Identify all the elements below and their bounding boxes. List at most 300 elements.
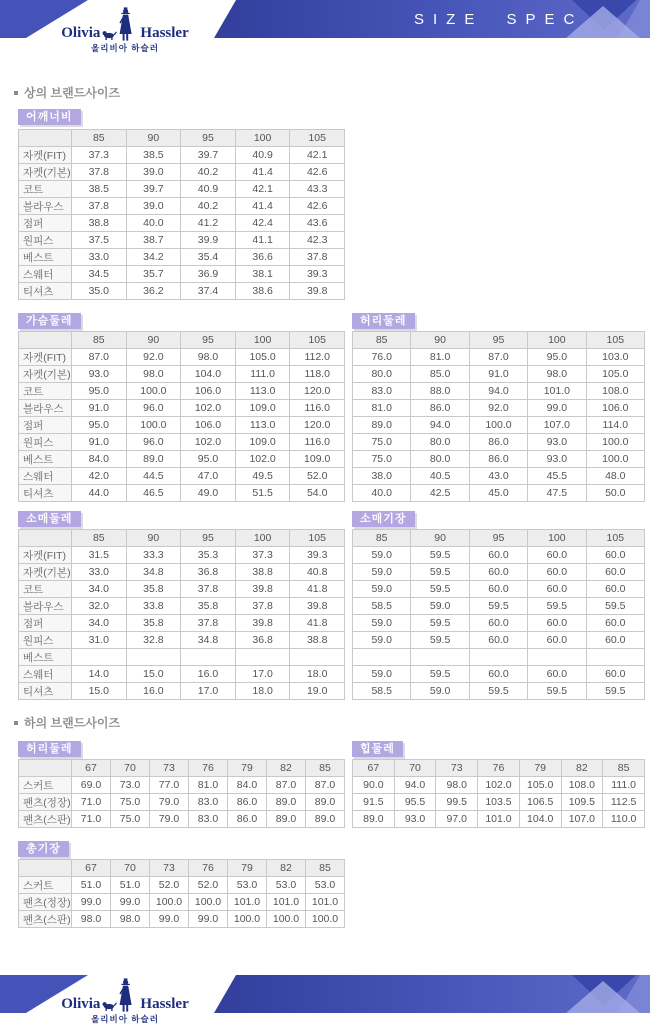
table-row [19, 911, 345, 928]
value-cell: 99.0 [528, 400, 586, 417]
value-cell: 84.0 [228, 777, 267, 794]
value-cell: 99.0 [189, 911, 228, 928]
value-cell: 37.8 [181, 581, 236, 598]
size-table [18, 331, 345, 502]
value-cell: 19.0 [290, 683, 345, 700]
row-label: 자켓(기본) [19, 564, 72, 581]
value-cell: 39.8 [235, 615, 290, 632]
brand-name-korean: 올리비아 하슬러 [91, 1014, 159, 1024]
value-cell: 101.0 [478, 811, 520, 828]
row-label: 자켓(FIT) [19, 147, 72, 164]
table-row [353, 666, 645, 683]
value-cell: 59.5 [469, 683, 527, 700]
value-cell: 98.0 [181, 349, 236, 366]
table-row [353, 632, 645, 649]
value-cell: 34.5 [72, 266, 127, 283]
value-cell: 93.0 [72, 366, 127, 383]
table-row [353, 547, 645, 564]
corner-cell [19, 530, 72, 547]
value-cell: 71.0 [72, 794, 111, 811]
size-table [18, 759, 345, 828]
table-row [19, 417, 345, 434]
value-cell: 37.3 [235, 547, 290, 564]
value-cell: 40.9 [235, 147, 290, 164]
value-cell: 109.5 [561, 794, 603, 811]
value-cell: 91.5 [353, 794, 395, 811]
value-cell: 114.0 [586, 417, 644, 434]
value-cell: 35.3 [181, 547, 236, 564]
value-cell: 69.0 [72, 777, 111, 794]
value-cell: 102.0 [478, 777, 520, 794]
table-row [19, 581, 345, 598]
value-cell: 106.0 [181, 417, 236, 434]
value-cell: 17.0 [235, 666, 290, 683]
row-label: 스커트 [19, 877, 72, 894]
section-title-text: 상의 브랜드사이즈 [24, 86, 121, 100]
value-cell: 101.0 [267, 894, 306, 911]
row-label: 스웨터 [19, 666, 72, 683]
row-label: 점퍼 [19, 417, 72, 434]
value-cell: 34.2 [126, 249, 181, 266]
value-cell: 94.0 [394, 777, 436, 794]
size-table [18, 129, 345, 300]
value-cell: 85.0 [411, 366, 469, 383]
value-cell: 47.5 [528, 485, 586, 502]
value-cell: 87.0 [72, 349, 127, 366]
value-cell: 100.0 [126, 383, 181, 400]
table-row [19, 232, 345, 249]
value-cell: 100.0 [586, 434, 644, 451]
value-cell: 39.8 [290, 598, 345, 615]
brand-silhouette-icon [102, 7, 138, 41]
row-label: 블라우스 [19, 198, 72, 215]
bullet-icon [14, 721, 18, 725]
value-cell: 116.0 [290, 434, 345, 451]
brand-logo [45, 7, 205, 54]
value-cell: 73.0 [111, 777, 150, 794]
value-cell: 38.1 [235, 266, 290, 283]
size-column-header: 85 [72, 530, 127, 547]
value-cell: 16.0 [181, 666, 236, 683]
table-row [19, 147, 345, 164]
value-cell: 60.0 [469, 632, 527, 649]
size-column-header: 70 [111, 760, 150, 777]
value-cell: 39.8 [235, 581, 290, 598]
value-cell: 45.0 [469, 485, 527, 502]
size-column-header: 90 [126, 530, 181, 547]
value-cell: 60.0 [469, 564, 527, 581]
table-badge: 허리둘레 [18, 741, 81, 757]
value-cell: 37.3 [72, 147, 127, 164]
table-row [353, 434, 645, 451]
value-cell: 40.8 [290, 564, 345, 581]
value-cell: 106.0 [181, 383, 236, 400]
value-cell: 100.0 [228, 911, 267, 928]
table-row [19, 164, 345, 181]
value-cell: 75.0 [111, 811, 150, 828]
value-cell: 39.0 [126, 198, 181, 215]
row-label: 점퍼 [19, 215, 72, 232]
value-cell: 99.5 [436, 794, 478, 811]
value-cell: 58.5 [353, 683, 411, 700]
table-row [19, 485, 345, 502]
value-cell: 39.3 [290, 266, 345, 283]
value-cell: 38.7 [126, 232, 181, 249]
value-cell: 59.0 [353, 564, 411, 581]
brand-name-left: Olivia [61, 25, 101, 41]
corner-cell [19, 760, 72, 777]
value-cell: 54.0 [290, 485, 345, 502]
value-cell: 113.0 [235, 417, 290, 434]
table-row [19, 666, 345, 683]
value-cell: 41.4 [235, 164, 290, 181]
value-cell: 89.0 [353, 811, 395, 828]
table-row [353, 598, 645, 615]
brand-name-korean: 올리비아 하슬러 [91, 43, 159, 53]
value-cell: 75.0 [353, 434, 411, 451]
row-label: 원피스 [19, 232, 72, 249]
size-column-header: 90 [411, 530, 469, 547]
value-cell: 89.0 [306, 811, 345, 828]
value-cell: 110.0 [603, 811, 645, 828]
size-column-header: 85 [603, 760, 645, 777]
value-cell: 44.5 [126, 468, 181, 485]
size-column-header: 70 [111, 860, 150, 877]
value-cell: 37.8 [235, 598, 290, 615]
value-cell: 15.0 [72, 683, 127, 700]
table-row [353, 417, 645, 434]
value-cell: 111.0 [235, 366, 290, 383]
value-cell: 39.7 [181, 147, 236, 164]
value-cell: 102.0 [235, 451, 290, 468]
section-title-text: 하의 브랜드사이즈 [24, 716, 121, 730]
corner-cell [19, 332, 72, 349]
value-cell: 41.8 [290, 581, 345, 598]
value-cell: 39.7 [126, 181, 181, 198]
table-row [19, 794, 345, 811]
size-column-header: 95 [181, 332, 236, 349]
value-cell: 86.0 [228, 811, 267, 828]
value-cell: 60.0 [586, 632, 644, 649]
table-row [19, 877, 345, 894]
value-cell: 35.8 [181, 598, 236, 615]
table-row [353, 683, 645, 700]
row-label: 원피스 [19, 434, 72, 451]
value-cell: 49.0 [181, 485, 236, 502]
value-cell: 31.5 [72, 547, 127, 564]
value-cell: 89.0 [267, 811, 306, 828]
value-cell: 32.8 [126, 632, 181, 649]
value-cell: 51.0 [72, 877, 111, 894]
row-label: 팬츠(정장) [19, 794, 72, 811]
value-cell: 42.5 [411, 485, 469, 502]
value-cell: 34.0 [72, 615, 127, 632]
table-row [353, 400, 645, 417]
size-column-header: 100 [235, 332, 290, 349]
table-row [19, 400, 345, 417]
value-cell: 37.8 [181, 615, 236, 632]
value-cell: 93.0 [394, 811, 436, 828]
value-cell: 109.0 [235, 400, 290, 417]
value-cell: 41.8 [290, 615, 345, 632]
section-title [14, 84, 120, 101]
brand-logo [45, 978, 205, 1025]
value-cell: 31.0 [72, 632, 127, 649]
value-cell [353, 649, 411, 666]
value-cell: 37.4 [181, 283, 236, 300]
row-label: 티셔츠 [19, 283, 72, 300]
value-cell: 100.0 [586, 451, 644, 468]
value-cell: 94.0 [411, 417, 469, 434]
table-row [19, 215, 345, 232]
value-cell [411, 649, 469, 666]
value-cell: 41.2 [181, 215, 236, 232]
table-row [353, 468, 645, 485]
value-cell: 109.0 [290, 451, 345, 468]
value-cell: 91.0 [469, 366, 527, 383]
value-cell: 35.0 [72, 283, 127, 300]
value-cell: 59.5 [411, 615, 469, 632]
size-column-header: 73 [150, 760, 189, 777]
value-cell: 100.0 [469, 417, 527, 434]
value-cell: 76.0 [353, 349, 411, 366]
value-cell: 60.0 [469, 547, 527, 564]
value-cell: 37.8 [72, 164, 127, 181]
value-cell: 103.0 [586, 349, 644, 366]
value-cell: 59.5 [469, 598, 527, 615]
size-table [352, 759, 645, 828]
value-cell: 89.0 [306, 794, 345, 811]
size-column-header: 100 [235, 130, 290, 147]
size-column-header: 82 [561, 760, 603, 777]
table-row [19, 683, 345, 700]
value-cell: 87.0 [306, 777, 345, 794]
row-label: 자켓(FIT) [19, 547, 72, 564]
value-cell: 58.5 [353, 598, 411, 615]
value-cell [290, 649, 345, 666]
value-cell: 100.0 [126, 417, 181, 434]
value-cell: 38.8 [290, 632, 345, 649]
value-cell: 104.0 [181, 366, 236, 383]
value-cell: 105.0 [519, 777, 561, 794]
table-badge: 가슴둘레 [18, 313, 81, 329]
table-row [353, 777, 645, 794]
value-cell: 52.0 [290, 468, 345, 485]
value-cell: 53.0 [306, 877, 345, 894]
value-cell: 98.0 [111, 911, 150, 928]
brand-logo-row [45, 7, 205, 41]
value-cell: 18.0 [290, 666, 345, 683]
size-column-header: 90 [411, 332, 469, 349]
size-column-header: 73 [150, 860, 189, 877]
value-cell [586, 649, 644, 666]
value-cell: 89.0 [126, 451, 181, 468]
size-column-header: 90 [126, 130, 181, 147]
value-cell [469, 649, 527, 666]
value-cell: 83.0 [189, 794, 228, 811]
value-cell: 96.0 [126, 434, 181, 451]
value-cell: 59.0 [411, 598, 469, 615]
value-cell: 38.0 [353, 468, 411, 485]
table-badge: 어깨너비 [18, 109, 81, 125]
value-cell: 60.0 [586, 666, 644, 683]
size-column-header: 95 [469, 530, 527, 547]
value-cell: 35.8 [126, 581, 181, 598]
value-cell: 59.5 [411, 564, 469, 581]
value-cell: 35.7 [126, 266, 181, 283]
row-label: 팬츠(정장) [19, 894, 72, 911]
value-cell: 83.0 [353, 383, 411, 400]
size-column-header: 105 [586, 530, 644, 547]
value-cell: 51.5 [235, 485, 290, 502]
banner-title: SIZE SPEC [414, 11, 584, 28]
row-label: 스웨터 [19, 468, 72, 485]
value-cell: 34.0 [72, 581, 127, 598]
value-cell: 33.0 [72, 249, 127, 266]
value-cell: 101.0 [228, 894, 267, 911]
value-cell: 15.0 [126, 666, 181, 683]
size-column-header: 67 [72, 760, 111, 777]
size-column-header: 100 [528, 332, 586, 349]
table-row [19, 811, 345, 828]
size-table [18, 529, 345, 700]
value-cell: 112.0 [290, 349, 345, 366]
value-cell: 118.0 [290, 366, 345, 383]
footer-banner [0, 975, 650, 1031]
value-cell: 39.9 [181, 232, 236, 249]
row-label: 티셔츠 [19, 683, 72, 700]
value-cell: 103.5 [478, 794, 520, 811]
value-cell: 86.0 [469, 434, 527, 451]
value-cell: 107.0 [561, 811, 603, 828]
row-label: 팬츠(스판) [19, 911, 72, 928]
row-label: 베스트 [19, 249, 72, 266]
value-cell: 88.0 [411, 383, 469, 400]
size-column-header: 67 [353, 760, 395, 777]
row-label: 베스트 [19, 649, 72, 666]
value-cell: 18.0 [235, 683, 290, 700]
brand-name-right: Hassler [140, 996, 189, 1012]
row-label: 코트 [19, 181, 72, 198]
value-cell: 111.0 [603, 777, 645, 794]
value-cell: 38.8 [72, 215, 127, 232]
size-column-header: 85 [72, 130, 127, 147]
value-cell: 59.5 [411, 547, 469, 564]
table-row [19, 451, 345, 468]
value-cell: 89.0 [267, 794, 306, 811]
value-cell: 100.0 [189, 894, 228, 911]
size-column-header: 85 [306, 860, 345, 877]
value-cell: 104.0 [519, 811, 561, 828]
value-cell: 81.0 [189, 777, 228, 794]
section-title [14, 714, 120, 731]
table-row [19, 198, 345, 215]
row-label: 베스트 [19, 451, 72, 468]
table-row [19, 383, 345, 400]
value-cell: 59.0 [353, 581, 411, 598]
value-cell: 101.0 [306, 894, 345, 911]
value-cell: 90.0 [353, 777, 395, 794]
value-cell: 120.0 [290, 417, 345, 434]
row-label: 점퍼 [19, 615, 72, 632]
value-cell: 60.0 [469, 666, 527, 683]
table-row [19, 632, 345, 649]
size-column-header: 100 [528, 530, 586, 547]
value-cell: 77.0 [150, 777, 189, 794]
table-row [19, 434, 345, 451]
value-cell: 95.0 [528, 349, 586, 366]
value-cell: 48.0 [586, 468, 644, 485]
value-cell: 37.5 [72, 232, 127, 249]
size-column-header: 76 [189, 760, 228, 777]
value-cell: 59.5 [586, 598, 644, 615]
value-cell: 99.0 [111, 894, 150, 911]
value-cell: 59.0 [353, 632, 411, 649]
value-cell: 112.5 [603, 794, 645, 811]
size-table [352, 331, 645, 502]
row-label: 블라우스 [19, 400, 72, 417]
value-cell: 53.0 [228, 877, 267, 894]
value-cell: 40.5 [411, 468, 469, 485]
value-cell: 95.0 [181, 451, 236, 468]
brand-name-left: Olivia [61, 996, 101, 1012]
value-cell [235, 649, 290, 666]
size-column-header: 70 [394, 760, 436, 777]
value-cell: 34.8 [126, 564, 181, 581]
value-cell: 83.0 [189, 811, 228, 828]
value-cell: 97.0 [436, 811, 478, 828]
value-cell: 84.0 [72, 451, 127, 468]
value-cell [181, 649, 236, 666]
table-row [19, 564, 345, 581]
size-column-header: 95 [181, 130, 236, 147]
table-row [19, 249, 345, 266]
value-cell: 40.2 [181, 164, 236, 181]
row-label: 코트 [19, 383, 72, 400]
value-cell: 43.6 [290, 215, 345, 232]
value-cell: 60.0 [586, 615, 644, 632]
row-label: 스커트 [19, 777, 72, 794]
table-row [19, 598, 345, 615]
value-cell: 14.0 [72, 666, 127, 683]
value-cell: 59.5 [411, 581, 469, 598]
value-cell: 46.5 [126, 485, 181, 502]
value-cell: 80.0 [411, 434, 469, 451]
value-cell: 60.0 [528, 615, 586, 632]
row-label: 티셔츠 [19, 485, 72, 502]
value-cell: 80.0 [353, 366, 411, 383]
value-cell: 92.0 [469, 400, 527, 417]
table-row [353, 649, 645, 666]
value-cell: 93.0 [528, 434, 586, 451]
value-cell: 52.0 [189, 877, 228, 894]
value-cell: 42.6 [290, 198, 345, 215]
value-cell: 102.0 [181, 434, 236, 451]
value-cell: 80.0 [411, 451, 469, 468]
value-cell: 98.0 [126, 366, 181, 383]
value-cell: 87.0 [267, 777, 306, 794]
table-row [19, 366, 345, 383]
value-cell [126, 649, 181, 666]
value-cell: 71.0 [72, 811, 111, 828]
value-cell: 108.0 [561, 777, 603, 794]
table-row [353, 794, 645, 811]
value-cell: 42.4 [235, 215, 290, 232]
size-table [352, 529, 645, 700]
value-cell: 33.0 [72, 564, 127, 581]
table-row [353, 383, 645, 400]
value-cell: 94.0 [469, 383, 527, 400]
